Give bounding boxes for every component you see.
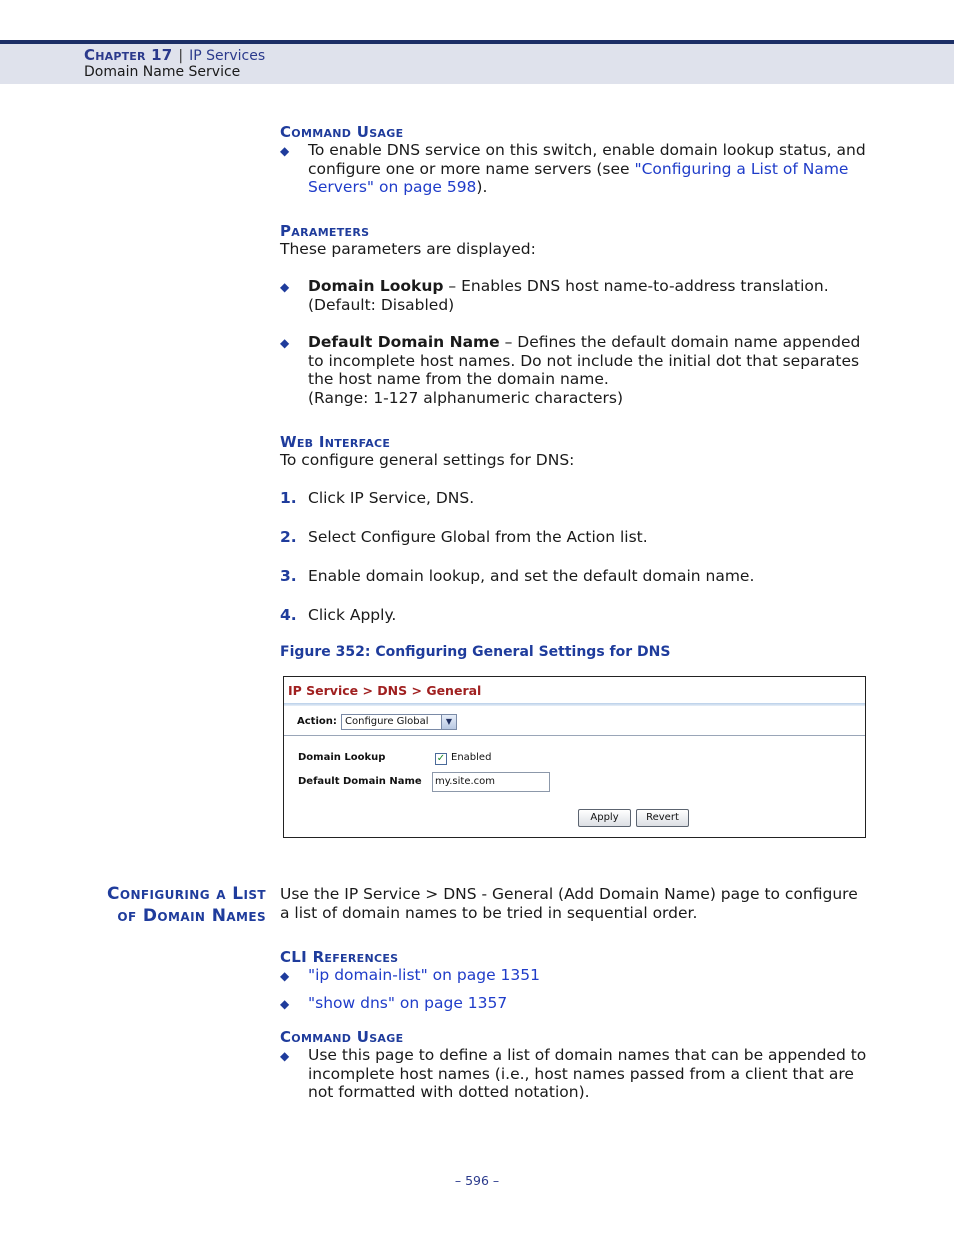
parameters-heading: Parameters [280, 222, 370, 240]
page-number: – 596 – [454, 1173, 500, 1188]
figure-caption: Figure 352: Configuring General Settings for DNS [280, 644, 671, 660]
cli-references-heading: CLI References [280, 948, 399, 966]
param-term: Domain Lookup [308, 277, 444, 295]
cli-ref-show-dns-link[interactable]: "show dns" on page 1357 [308, 994, 508, 1012]
chapter-title: IP Services [189, 48, 266, 64]
step-number: 4. [280, 606, 297, 624]
name-servers-link[interactable]: "Configuring a List of Name Servers" on page 598 [308, 159, 849, 197]
chapter-label: Chapter 17 [84, 46, 173, 64]
dns-general-screenshot [283, 676, 866, 838]
bullet-icon: ◆ [280, 336, 290, 350]
bullet-icon: ◆ [280, 997, 290, 1011]
command-usage-end: ). [476, 178, 488, 197]
domain-lookup-label: Domain Lookup [298, 752, 386, 763]
bullet-icon: ◆ [280, 969, 290, 983]
param-domain-lookup [308, 277, 868, 314]
param-range: (Range: 1-127 alphanumeric characters) [308, 388, 624, 407]
step-number: 1. [280, 489, 297, 507]
command-usage-text-2: Use this page to define a list of domain names that can be appended to incomplete host names (i.e., host names passed from a client that are not formatted with dotted notation). [308, 1046, 867, 1102]
action-select-value: Configure Global [345, 716, 429, 727]
step-text: Click Apply. [308, 606, 397, 624]
command-usage-heading-2: Command Usage [280, 1028, 404, 1046]
apply-button[interactable]: Apply [578, 809, 631, 827]
web-interface-intro: To configure general settings for DNS: [280, 451, 575, 469]
header-separator: | [178, 48, 184, 64]
param-default-domain-name [308, 333, 868, 407]
action-select[interactable] [341, 714, 457, 730]
action-divider [284, 735, 865, 736]
param-desc: – Enables DNS host name-to-address translation. (Default: Disabled) [308, 277, 829, 314]
bullet-icon: ◆ [280, 1049, 290, 1063]
step-number: 3. [280, 567, 297, 585]
step-text: Click IP Service, DNS. [308, 489, 475, 507]
default-domain-name-input[interactable]: my.site.com [432, 772, 550, 792]
command-usage-heading: Command Usage [280, 123, 404, 141]
domain-lookup-checkbox[interactable]: ✓ [436, 753, 446, 764]
param-desc: – Defines the default domain name appended to incomplete host names. Do not include the initial dot that separates the host name from the domain name. [308, 333, 861, 389]
step-number: 2. [280, 528, 297, 546]
section-heading-line2: of Domain Names [117, 906, 266, 926]
parameters-intro: These parameters are displayed: [280, 240, 536, 258]
section-heading-line1: Configuring a List [106, 884, 266, 904]
revert-button[interactable]: Revert [636, 809, 689, 827]
title-divider [284, 703, 865, 706]
step-text: Select Configure Global from the Action list. [308, 528, 648, 546]
param-term: Default Domain Name [308, 333, 500, 351]
section-intro: Use the IP Service > DNS - General (Add Domain Name) page to configure a list of domain names to be tried in sequential order. [280, 885, 858, 922]
web-interface-heading: Web Interface [280, 433, 391, 451]
step-text: Enable domain lookup, and set the default domain name. [308, 567, 755, 585]
command-usage-text: To enable DNS service on this switch, enable domain lookup status, and configure one or more name servers (see [308, 141, 866, 178]
header-chapter-line [84, 46, 265, 64]
bullet-icon: ◆ [280, 144, 290, 158]
default-domain-name-label: Default Domain Name [298, 776, 422, 787]
screenshot-title: IP Service > DNS > General [288, 683, 482, 698]
section-title: Domain Name Service [84, 64, 241, 80]
enabled-label: Enabled [451, 752, 492, 763]
chevron-down-icon[interactable]: ▼ [441, 715, 456, 729]
bullet-icon: ◆ [280, 280, 290, 294]
command-usage-item [308, 141, 868, 197]
cli-ref-ip-domain-list-link[interactable]: "ip domain-list" on page 1351 [308, 966, 540, 984]
action-label: Action: [297, 716, 337, 727]
